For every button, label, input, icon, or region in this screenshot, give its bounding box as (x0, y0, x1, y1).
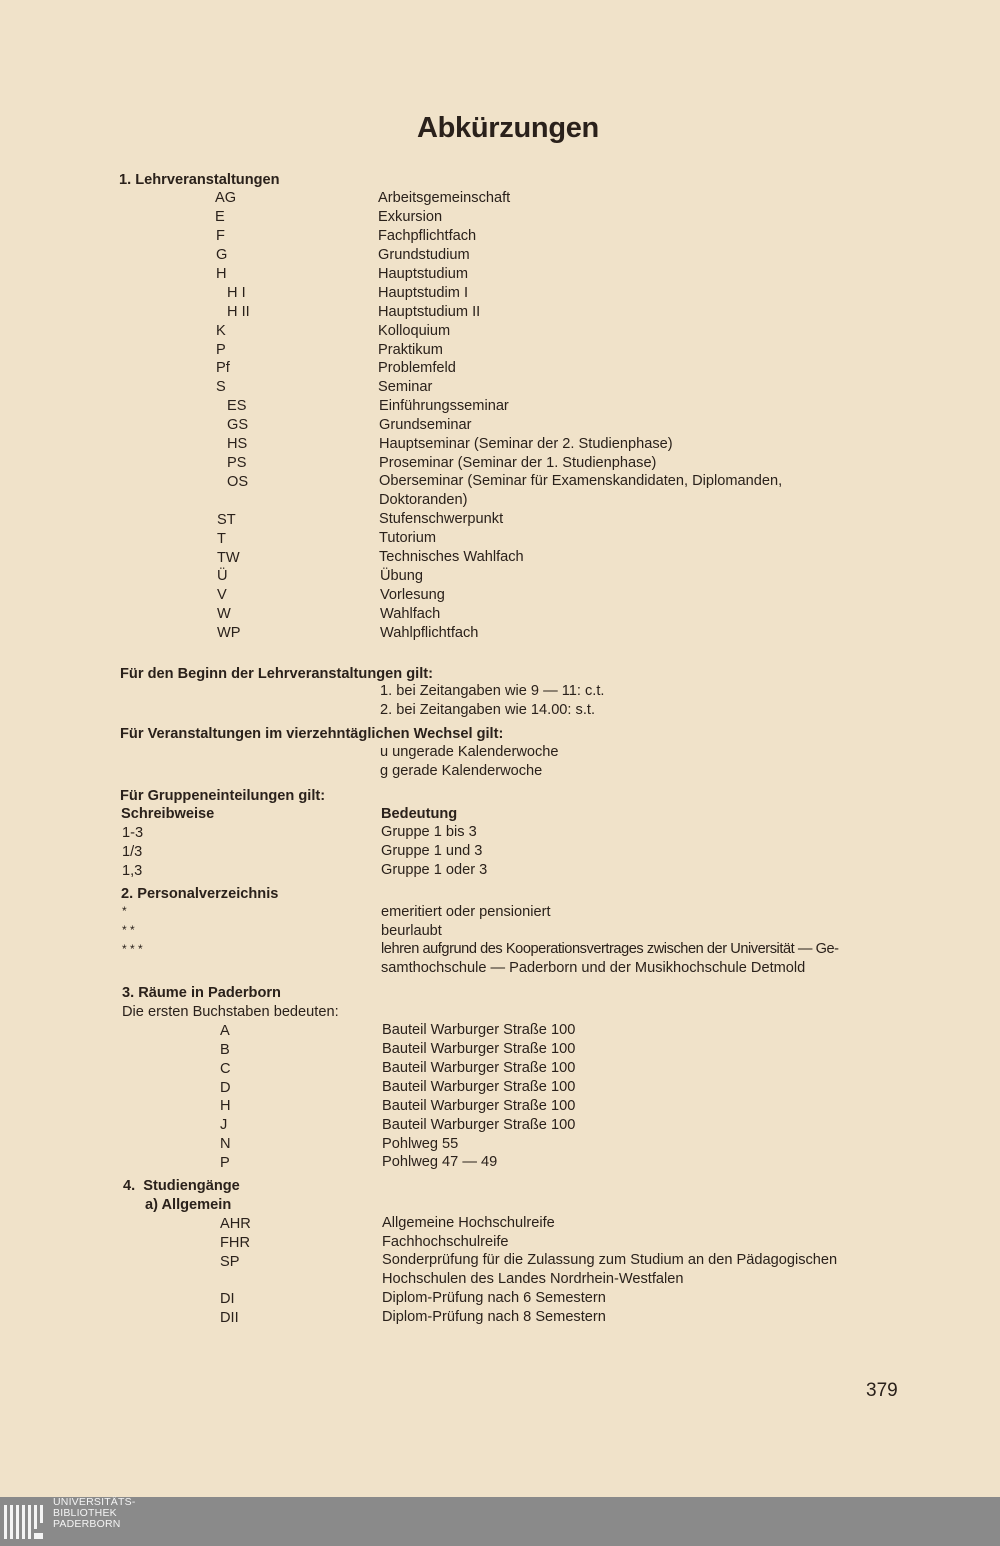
meaning: Vorlesung (380, 587, 445, 603)
abbr: P (216, 342, 226, 358)
logo-line: PADERBORN (53, 1518, 121, 1530)
personal-meaning: beurlaubt (381, 923, 442, 939)
page-number: 379 (866, 1380, 898, 1401)
logo-line: BIBLIOTHEK (53, 1507, 117, 1519)
studiengang-meaning: Allgemeine Hochschulreife (382, 1215, 555, 1231)
room-meaning: Pohlweg 47 — 49 (382, 1154, 498, 1170)
abbr: V (217, 587, 227, 603)
personal-symbol: * * (122, 923, 135, 937)
meaning: Wahlpflichtfach (380, 625, 479, 641)
gruppen-col-notation: Schreibweise (121, 806, 215, 822)
gruppen-meaning: Gruppe 1 bis 3 (381, 824, 477, 840)
gruppen-notation: 1,3 (122, 863, 143, 879)
room-letter: D (220, 1080, 231, 1096)
abbr: WP (217, 625, 241, 641)
meaning: Stufenschwerpunkt (379, 511, 504, 527)
abbr: Pf (216, 360, 230, 376)
library-logo-icon (4, 1505, 44, 1539)
abbr: G (216, 247, 228, 263)
wechsel-heading: Für Veranstaltungen im vierzehntäglichen Wechsel gilt: (120, 726, 504, 742)
studiengang-meaning-continued: Hochschulen des Landes Nordrhein-Westfalen (382, 1271, 684, 1287)
gruppen-notation: 1/3 (122, 844, 143, 860)
abbr: H I (227, 285, 246, 301)
studiengang-meaning: Diplom-Prüfung nach 6 Semestern (382, 1290, 606, 1306)
room-letter: B (220, 1042, 230, 1058)
studiengang-meaning: Fachhochschulreife (382, 1234, 509, 1250)
meaning: Grundstudium (378, 247, 470, 263)
abbr: F (216, 228, 225, 244)
beginn-line: 1. bei Zeitangaben wie 9 — 11: c.t. (380, 683, 605, 699)
abbr: S (216, 379, 226, 395)
logo-line: UNIVERSITÄTS- (53, 1496, 136, 1508)
library-footer (0, 1497, 1000, 1546)
personal-meaning: emeritiert oder pensioniert (381, 904, 551, 920)
personal-symbol: * (122, 904, 127, 918)
room-meaning: Bauteil Warburger Straße 100 (382, 1098, 576, 1114)
personal-meaning-continued: samthochschule — Paderborn und der Musikhochschule Detmold (381, 960, 806, 976)
abbr: HS (227, 436, 248, 452)
room-letter: P (220, 1155, 230, 1171)
wechsel-line: g gerade Kalenderwoche (380, 763, 543, 779)
abbr: GS (227, 417, 249, 433)
room-letter: H (220, 1098, 231, 1114)
studiengang-abbr: FHR (220, 1235, 250, 1251)
abbr: OS (227, 474, 249, 490)
meaning: Hauptseminar (Seminar der 2. Studienphase) (379, 436, 673, 452)
room-letter: C (220, 1061, 231, 1077)
section-2-heading: 2. Personalverzeichnis (121, 886, 279, 902)
room-letter: A (220, 1023, 230, 1039)
abbr: Ü (217, 568, 228, 584)
abbr: TW (217, 550, 240, 566)
meaning: Problemfeld (378, 360, 456, 376)
abbr: PS (227, 455, 247, 471)
studiengang-abbr: DII (220, 1310, 239, 1326)
abbr: ST (217, 512, 236, 528)
abbr: K (216, 323, 226, 339)
room-meaning: Bauteil Warburger Straße 100 (382, 1060, 576, 1076)
meaning: Wahlfach (380, 606, 441, 622)
room-letter: J (220, 1117, 228, 1133)
room-meaning: Bauteil Warburger Straße 100 (382, 1022, 576, 1038)
studiengang-abbr: SP (220, 1254, 240, 1270)
abbr: E (215, 209, 225, 225)
meaning: Seminar (378, 379, 433, 395)
beginn-line: 2. bei Zeitangaben wie 14.00: s.t. (380, 702, 595, 718)
wechsel-line: u ungerade Kalenderwoche (380, 744, 559, 760)
studiengang-meaning: Diplom-Prüfung nach 8 Semestern (382, 1309, 606, 1325)
room-meaning: Bauteil Warburger Straße 100 (382, 1041, 576, 1057)
studiengang-abbr: DI (220, 1291, 235, 1307)
section-3-intro: Die ersten Buchstaben bedeuten: (122, 1004, 339, 1020)
room-letter: N (220, 1136, 231, 1152)
room-meaning: Pohlweg 55 (382, 1136, 459, 1152)
meaning: Hauptstudim I (378, 285, 469, 301)
section-1-heading: 1. Lehrveranstaltungen (119, 172, 280, 188)
meaning: Exkursion (378, 209, 443, 225)
meaning: Übung (380, 568, 424, 584)
gruppen-meaning: Gruppe 1 und 3 (381, 843, 483, 859)
abbr: W (217, 606, 231, 622)
abbr: AG (215, 190, 237, 206)
room-meaning: Bauteil Warburger Straße 100 (382, 1079, 576, 1095)
meaning: Praktikum (378, 342, 443, 358)
abbr: H (216, 266, 227, 282)
personal-symbol: * * * (122, 942, 143, 956)
abbr: H II (227, 304, 250, 320)
meaning: Tutorium (379, 530, 437, 546)
meaning: Proseminar (Seminar der 1. Studienphase) (379, 455, 657, 471)
gruppen-heading: Für Gruppeneinteilungen gilt: (120, 788, 326, 804)
section-4-subheading: a) Allgemein (145, 1197, 232, 1213)
personal-meaning: lehren aufgrund des Kooperationsvertrages zwischen der Universität — Ge- (381, 941, 839, 957)
meaning: Oberseminar (Seminar für Examenskandidaten, Diplomanden, (379, 473, 783, 489)
meaning: Einführungsseminar (379, 398, 509, 414)
page-title: Abkürzungen (417, 112, 599, 144)
meaning: Hauptstudium (378, 266, 469, 282)
studiengang-abbr: AHR (220, 1216, 251, 1232)
abbr: T (217, 531, 226, 547)
library-logo-text (53, 1497, 136, 1530)
abbr: ES (227, 398, 247, 414)
gruppen-meaning: Gruppe 1 oder 3 (381, 862, 488, 878)
meaning: Hauptstudium II (378, 304, 481, 320)
studiengang-meaning: Sonderprüfung für die Zulassung zum Studium an den Pädagogischen (382, 1252, 838, 1268)
meaning: Fachpflichtfach (378, 228, 477, 244)
gruppen-notation: 1-3 (122, 825, 144, 841)
gruppen-col-meaning: Bedeutung (381, 806, 458, 822)
meaning: Arbeitsgemeinschaft (378, 190, 511, 206)
beginn-heading: Für den Beginn der Lehrveranstaltungen gilt: (120, 666, 433, 682)
meaning-continued: Doktoranden) (379, 492, 468, 508)
room-meaning: Bauteil Warburger Straße 100 (382, 1117, 576, 1133)
meaning: Technisches Wahlfach (379, 549, 524, 565)
meaning: Grundseminar (379, 417, 472, 433)
meaning: Kolloquium (378, 323, 451, 339)
section-3-heading: 3. Räume in Paderborn (122, 985, 281, 1001)
section-4-heading: 4. Studiengänge (123, 1178, 240, 1194)
